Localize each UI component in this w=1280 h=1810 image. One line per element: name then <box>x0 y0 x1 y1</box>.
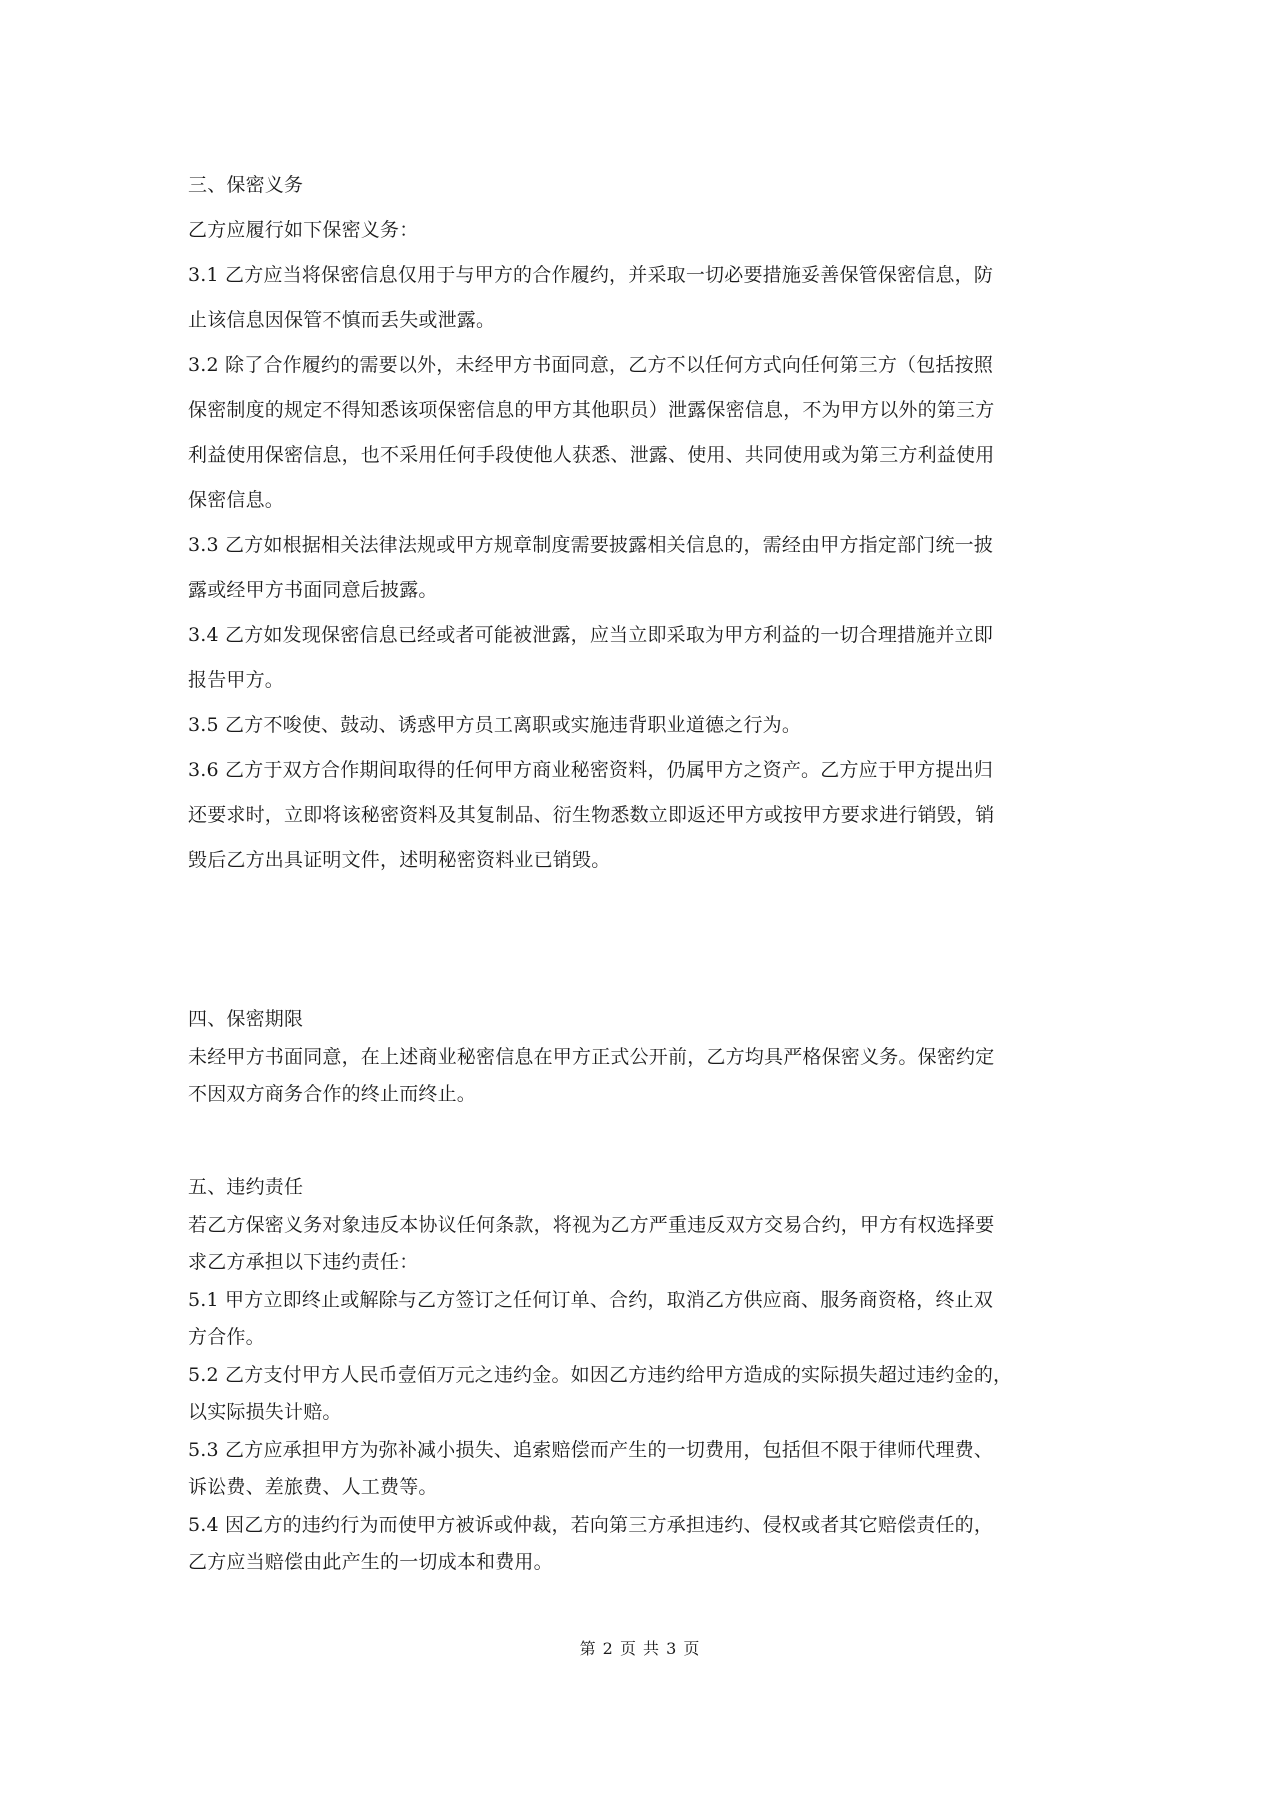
paragraph-line: 保密信息。 <box>188 489 285 511</box>
paragraph-line: 报告甲方。 <box>188 669 285 691</box>
paragraph-line: 未经甲方书面同意，在上述商业秘密信息在甲方正式公开前，乙方均具严格保密义务。保密约定 <box>188 1045 995 1068</box>
paragraph-line: 3.3 乙方如根据相关法律法规或甲方规章制度需要披露相关信息的，需经由甲方指定部门统一披 <box>188 534 994 556</box>
paragraph-line: 止该信息因保管不慎而丢失或泄露。 <box>188 309 496 331</box>
paragraph-line: 3.1 乙方应当将保密信息仅用于与甲方的合作履约，并采取一切必要措施妥善保管保密信息，防 <box>188 264 994 286</box>
paragraph-line: 求乙方承担以下违约责任： <box>188 1251 419 1273</box>
paragraph-line: 3.5 乙方不唆使、鼓动、诱惑甲方员工离职或实施违背职业道德之行为。 <box>188 714 802 736</box>
paragraph-line: 以实际损失计赔。 <box>188 1401 342 1423</box>
section-confidentiality-obligations <box>188 163 1098 883</box>
paragraph-line: 3.6 乙方于双方合作期间取得的任何甲方商业秘密资料，仍属甲方之资产。乙方应于甲方提出归 <box>188 759 994 781</box>
section-breach-liability <box>188 1169 1098 1582</box>
section-heading: 三、保密义务 <box>188 174 304 196</box>
paragraph-line: 毁后乙方出具证明文件，述明秘密资料业已销毁。 <box>188 849 611 871</box>
paragraph-line: 5.2 乙方支付甲方人民币壹佰万元之违约金。如因乙方违约给甲方造成的实际损失超过违约金的， <box>188 1363 1013 1386</box>
paragraph-line: 5.1 甲方立即终止或解除与乙方签订之任何订单、合约，取消乙方供应商、服务商资格，终止双 <box>188 1288 994 1311</box>
paragraph-line: 利益使用保密信息，也不采用任何手段使他人获悉、泄露、使用、共同使用或为第三方利益使用 <box>188 444 995 466</box>
paragraph-line: 还要求时，立即将该秘密资料及其复制品、衍生物悉数立即返还甲方或按甲方要求进行销毁，销 <box>188 804 995 826</box>
document-body <box>188 163 1098 1573</box>
paragraph-line: 不因双方商务合作的终止而终止。 <box>188 1083 477 1105</box>
paragraph-line: 方合作。 <box>188 1326 265 1348</box>
paragraph-line: 乙方应当赔偿由此产生的一切成本和费用。 <box>188 1551 553 1573</box>
paragraph-line: 5.4 因乙方的违约行为而使甲方被诉或仲裁，若向第三方承担违约、侵权或者其它赔偿责任的， <box>188 1513 994 1536</box>
paragraph-line: 3.4 乙方如发现保密信息已经或者可能被泄露，应当立即采取为甲方利益的一切合理措施并立即 <box>188 624 994 646</box>
section-confidentiality-period <box>188 1001 1098 1114</box>
section-heading: 五、违约责任 <box>188 1176 304 1198</box>
paragraph-line: 5.3 乙方应承担甲方为弥补减小损失、追索赔偿而产生的一切费用，包括但不限于律师代理费、 <box>188 1438 994 1461</box>
paragraph-line: 诉讼费、差旅费、人工费等。 <box>188 1476 438 1498</box>
paragraph-line: 若乙方保密义务对象违反本协议任何条款，将视为乙方严重违反双方交易合约，甲方有权选择要 <box>188 1213 995 1236</box>
paragraph-line: 露或经甲方书面同意后披露。 <box>188 579 438 601</box>
page-number-footer: 第 2 页 共 3 页 <box>579 1639 701 1658</box>
paragraph-line: 乙方应履行如下保密义务： <box>188 219 419 241</box>
section-heading: 四、保密期限 <box>188 1008 304 1030</box>
paragraph-line: 3.2 除了合作履约的需要以外，未经甲方书面同意，乙方不以任何方式向任何第三方（包括按照 <box>188 354 994 376</box>
paragraph-line: 保密制度的规定不得知悉该项保密信息的甲方其他职员）泄露保密信息，不为甲方以外的第三方 <box>188 399 995 421</box>
